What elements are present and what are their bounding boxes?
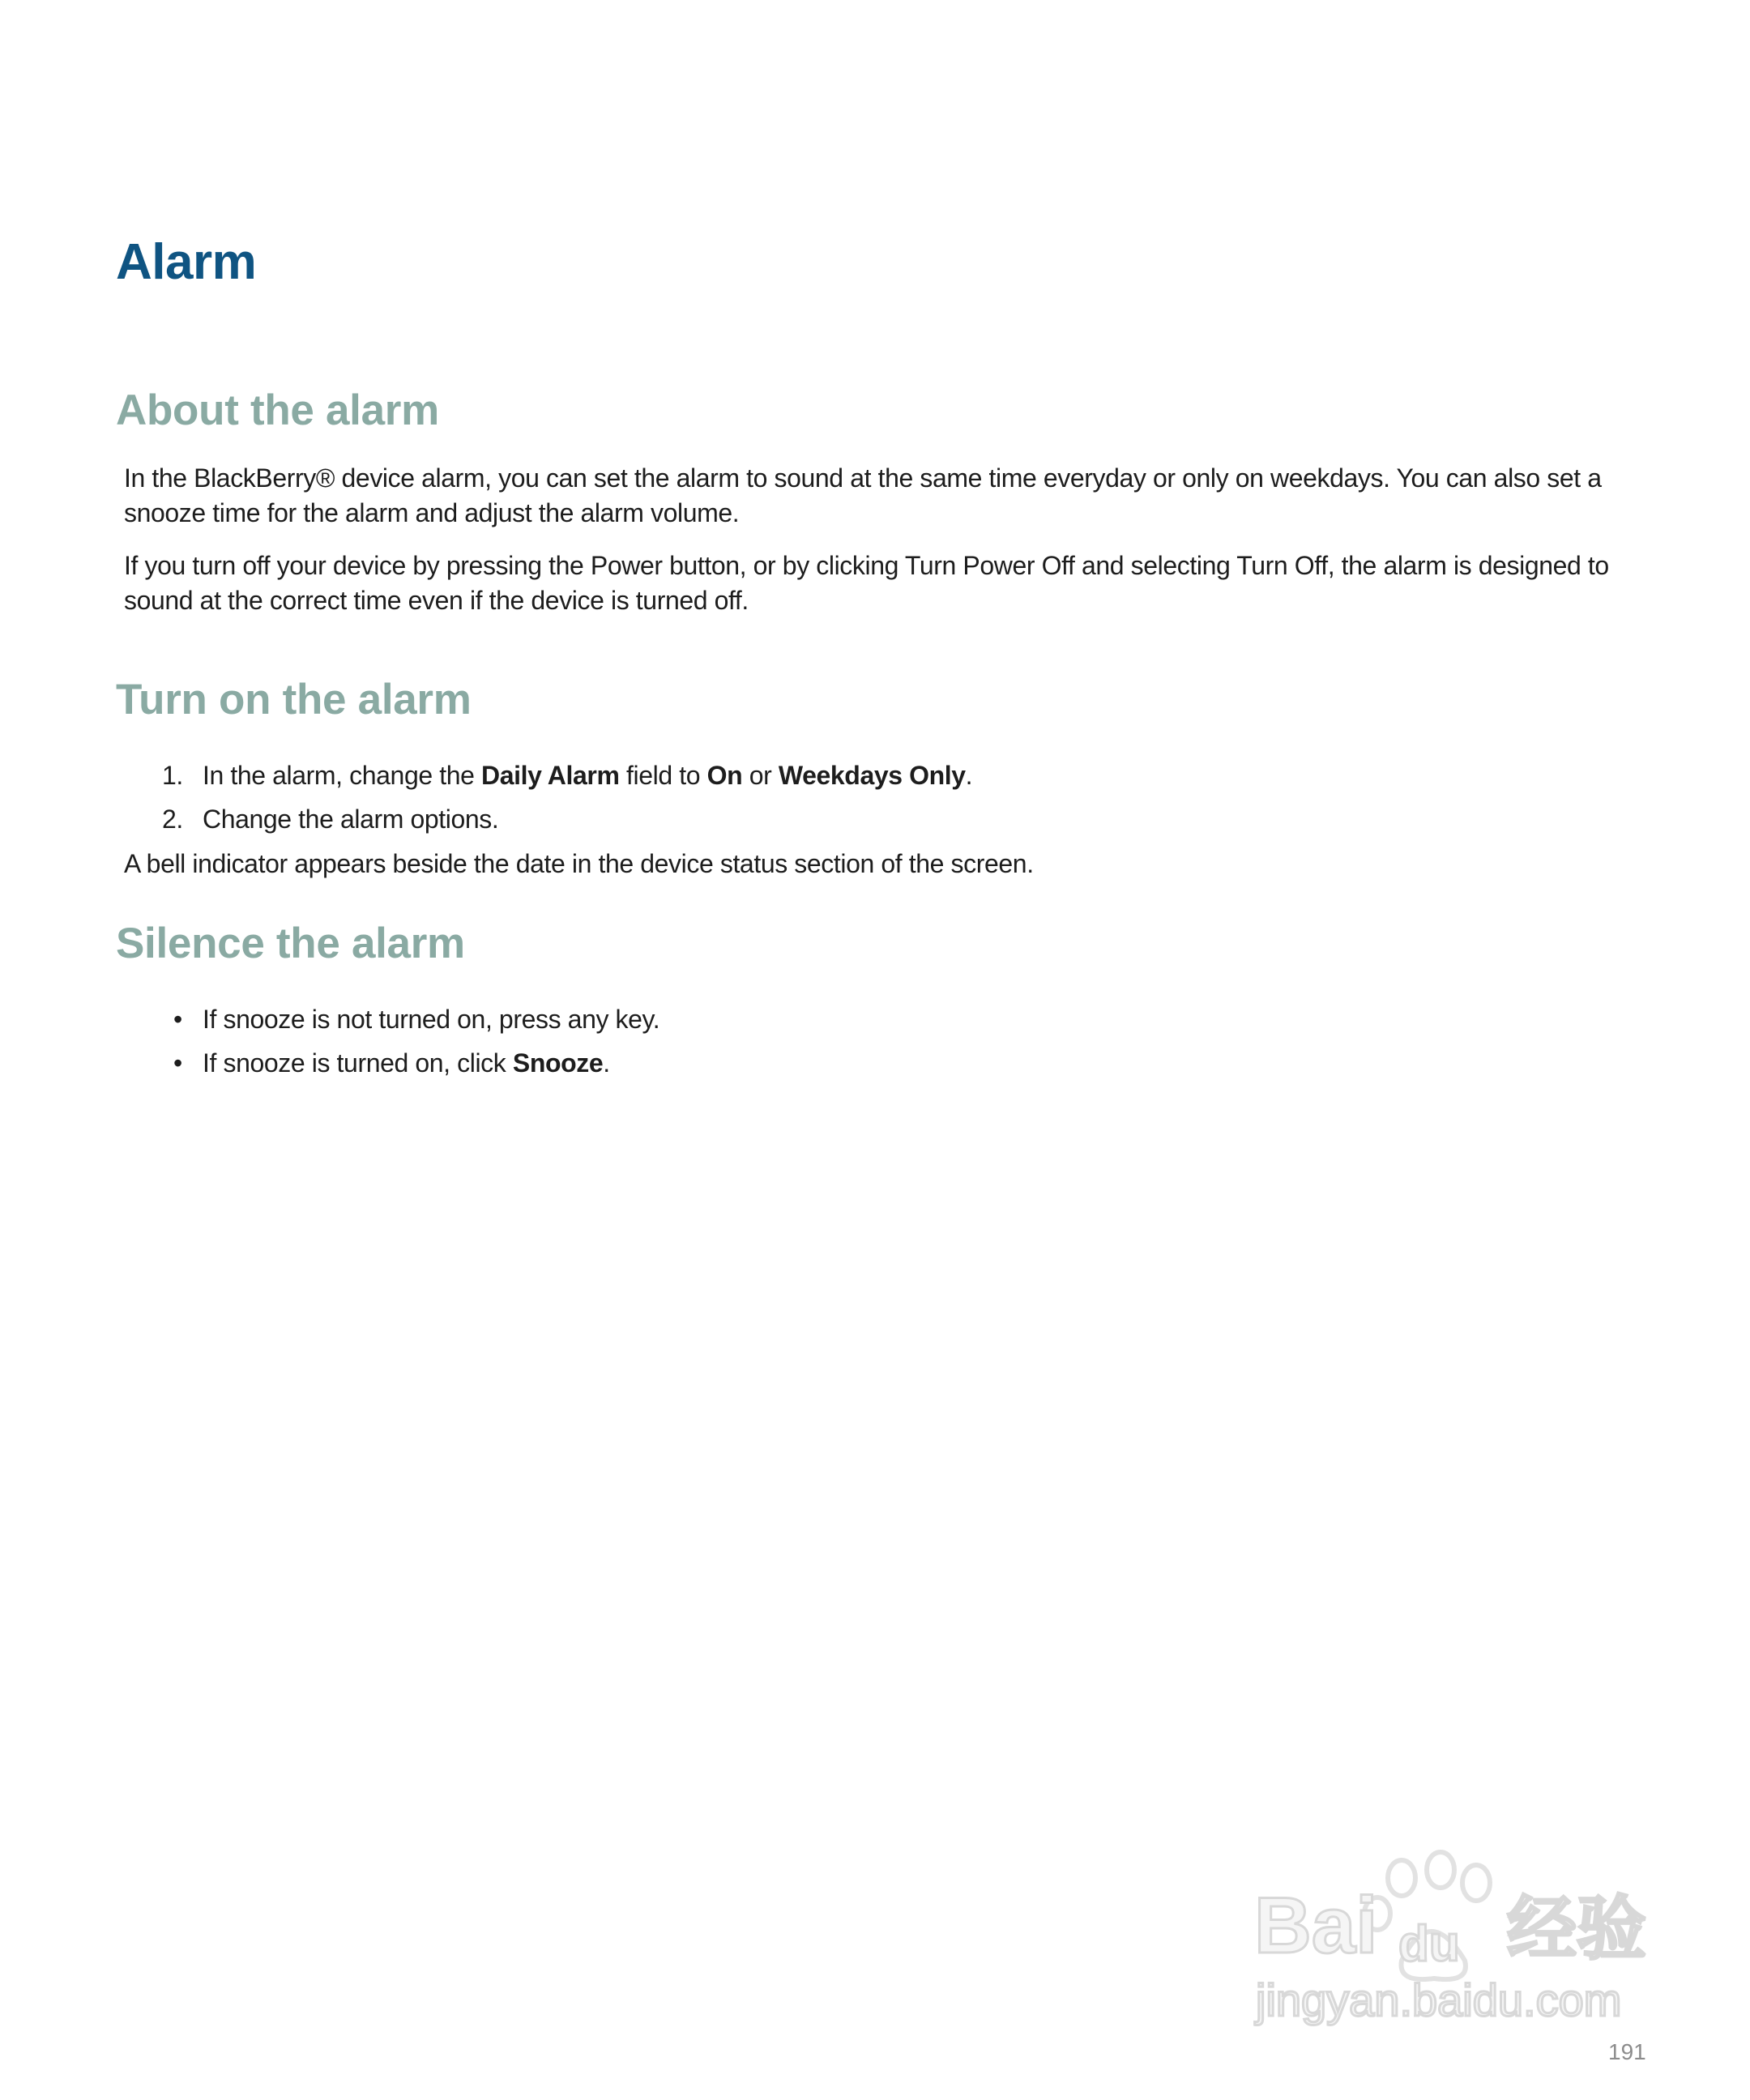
weekdays-only-option-label: Weekdays Only <box>778 761 966 790</box>
step-number: 2. <box>162 805 183 834</box>
watermark-brand: Bai <box>1254 1880 1378 1970</box>
step-2 <box>162 802 498 837</box>
baidu-jingyan-watermark <box>1240 1839 1661 2034</box>
step-text: field to <box>619 761 707 790</box>
about-paragraph-2: If you turn off your device by pressing the Power button, or by clicking Turn Power Off and selecting Turn Off, the alarm is designed to sound at the correct time even if the device is turned off. <box>124 551 1609 615</box>
step-text: Change the alarm options. <box>203 805 499 834</box>
step-number: 1. <box>162 761 183 790</box>
bullet-text: If snooze is turned on, click <box>203 1048 513 1078</box>
page-number: 191 <box>1608 2039 1646 2064</box>
step-text: . <box>965 761 973 790</box>
section-heading-about: About the alarm <box>116 386 439 434</box>
step-1 <box>162 758 972 793</box>
step-text: In the alarm, change the <box>203 761 482 790</box>
bullet-item <box>162 1002 659 1037</box>
on-option-label: On <box>706 761 743 790</box>
watermark-url: jingyan.baidu.com <box>1256 1974 1622 2025</box>
daily-alarm-field-label: Daily Alarm <box>481 761 620 790</box>
bullet-text: If snooze is not turned on, press any key. <box>203 1005 660 1034</box>
turn-on-result: A bell indicator appears beside the date in the device status section of the screen. <box>124 849 1034 878</box>
section-heading-silence: Silence the alarm <box>116 920 465 967</box>
watermark-cn: 经验 <box>1507 1890 1646 1968</box>
chapter-title: Alarm <box>116 234 257 290</box>
bullet-text: . <box>603 1048 610 1078</box>
about-paragraph-1: In the BlackBerry® device alarm, you can set the alarm to sound at the same time everyday or only on weekdays. You can also set a snooze time for the alarm and adjust the alarm volume. <box>124 463 1602 527</box>
step-text: or <box>742 761 779 790</box>
snooze-button-label: Snooze <box>512 1048 604 1078</box>
section-heading-turn-on: Turn on the alarm <box>116 676 472 723</box>
bullet-item <box>162 1046 610 1081</box>
bullet-icon: • <box>173 1048 182 1078</box>
watermark-brand-2: du <box>1398 1916 1460 1972</box>
bullet-icon: • <box>173 1005 182 1034</box>
